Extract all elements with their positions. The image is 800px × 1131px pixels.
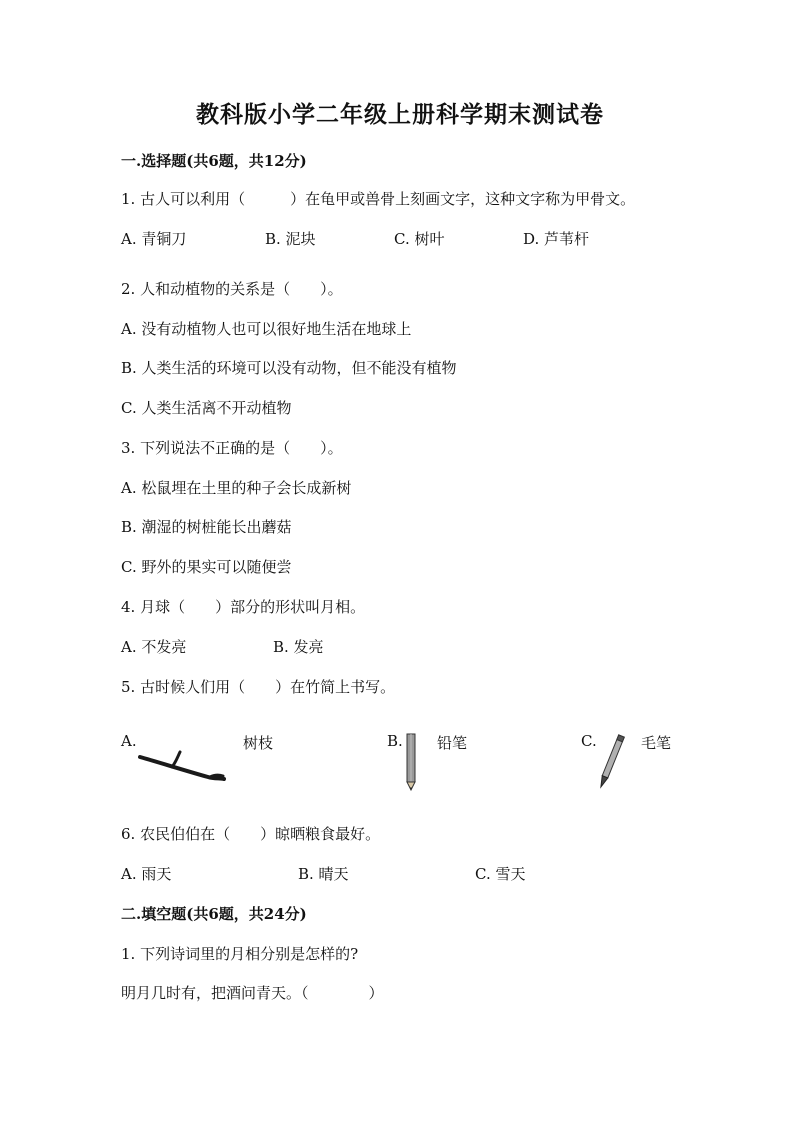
pencil-icon (404, 732, 418, 792)
q6-option-a: A. 雨天 (121, 865, 172, 883)
q3-option-c: C. 野外的果实可以随便尝 (121, 558, 292, 576)
fill-question-1-text: 1. 下列诗词里的月相分别是怎样的? (121, 945, 359, 963)
q5-option-c-letter: C. (581, 732, 597, 750)
q2-option-b: B. 人类生活的环境可以没有动物，但不能没有植物 (121, 359, 457, 377)
q5-option-c-label: 毛笔 (641, 734, 672, 752)
q4-option-b: B. 发亮 (273, 638, 324, 656)
fill-question-1-line-1: 明月几时有，把酒问青天。（ ） (121, 984, 384, 1002)
q6-option-c: C. 雪天 (475, 865, 526, 883)
q4-option-a: A. 不发亮 (121, 638, 187, 656)
q5-option-b-label: 铅笔 (437, 734, 468, 752)
section-heading-fill-in: 二.填空题(共6题，共24分) (121, 905, 307, 923)
q2-option-c: C. 人类生活离不开动植物 (121, 399, 292, 417)
question-3-text: 3. 下列说法不正确的是（ ）。 (121, 439, 343, 457)
question-6-text: 6. 农民伯伯在（ ）晾晒粮食最好。 (121, 825, 381, 843)
q5-option-a-label: 树枝 (243, 734, 274, 752)
section-heading-choice: 一.选择题(共6题，共12分) (121, 152, 307, 170)
branch-icon (138, 748, 228, 788)
q2-option-a: A. 没有动植物人也可以很好地生活在地球上 (121, 320, 412, 338)
q1-option-a: A. 青铜刀 (121, 230, 187, 248)
q3-option-a: A. 松鼠埋在土里的种子会长成新树 (121, 479, 352, 497)
question-1-text: 1. 古人可以利用（ ）在龟甲或兽骨上刻画文字，这种文字称为甲骨文。 (121, 190, 636, 208)
question-5-text: 5. 古时候人们用（ ）在竹简上书写。 (121, 678, 396, 696)
q1-option-b: B. 泥块 (265, 230, 316, 248)
q5-option-a-letter: A. (121, 732, 137, 750)
question-4-text: 4. 月球（ ）部分的形状叫月相。 (121, 598, 366, 616)
q6-option-b: B. 晴天 (298, 865, 349, 883)
q3-option-b: B. 潮湿的树桩能长出蘑菇 (121, 518, 292, 536)
question-2-text: 2. 人和动植物的关系是（ ）。 (121, 280, 343, 298)
brush-pen-icon (596, 732, 626, 792)
page-title: 教科版小学二年级上册科学期末测试卷 (196, 101, 604, 128)
q1-option-d: D. 芦苇杆 (523, 230, 590, 248)
q5-option-b-letter: B. (387, 732, 403, 750)
q1-option-c: C. 树叶 (394, 230, 445, 248)
